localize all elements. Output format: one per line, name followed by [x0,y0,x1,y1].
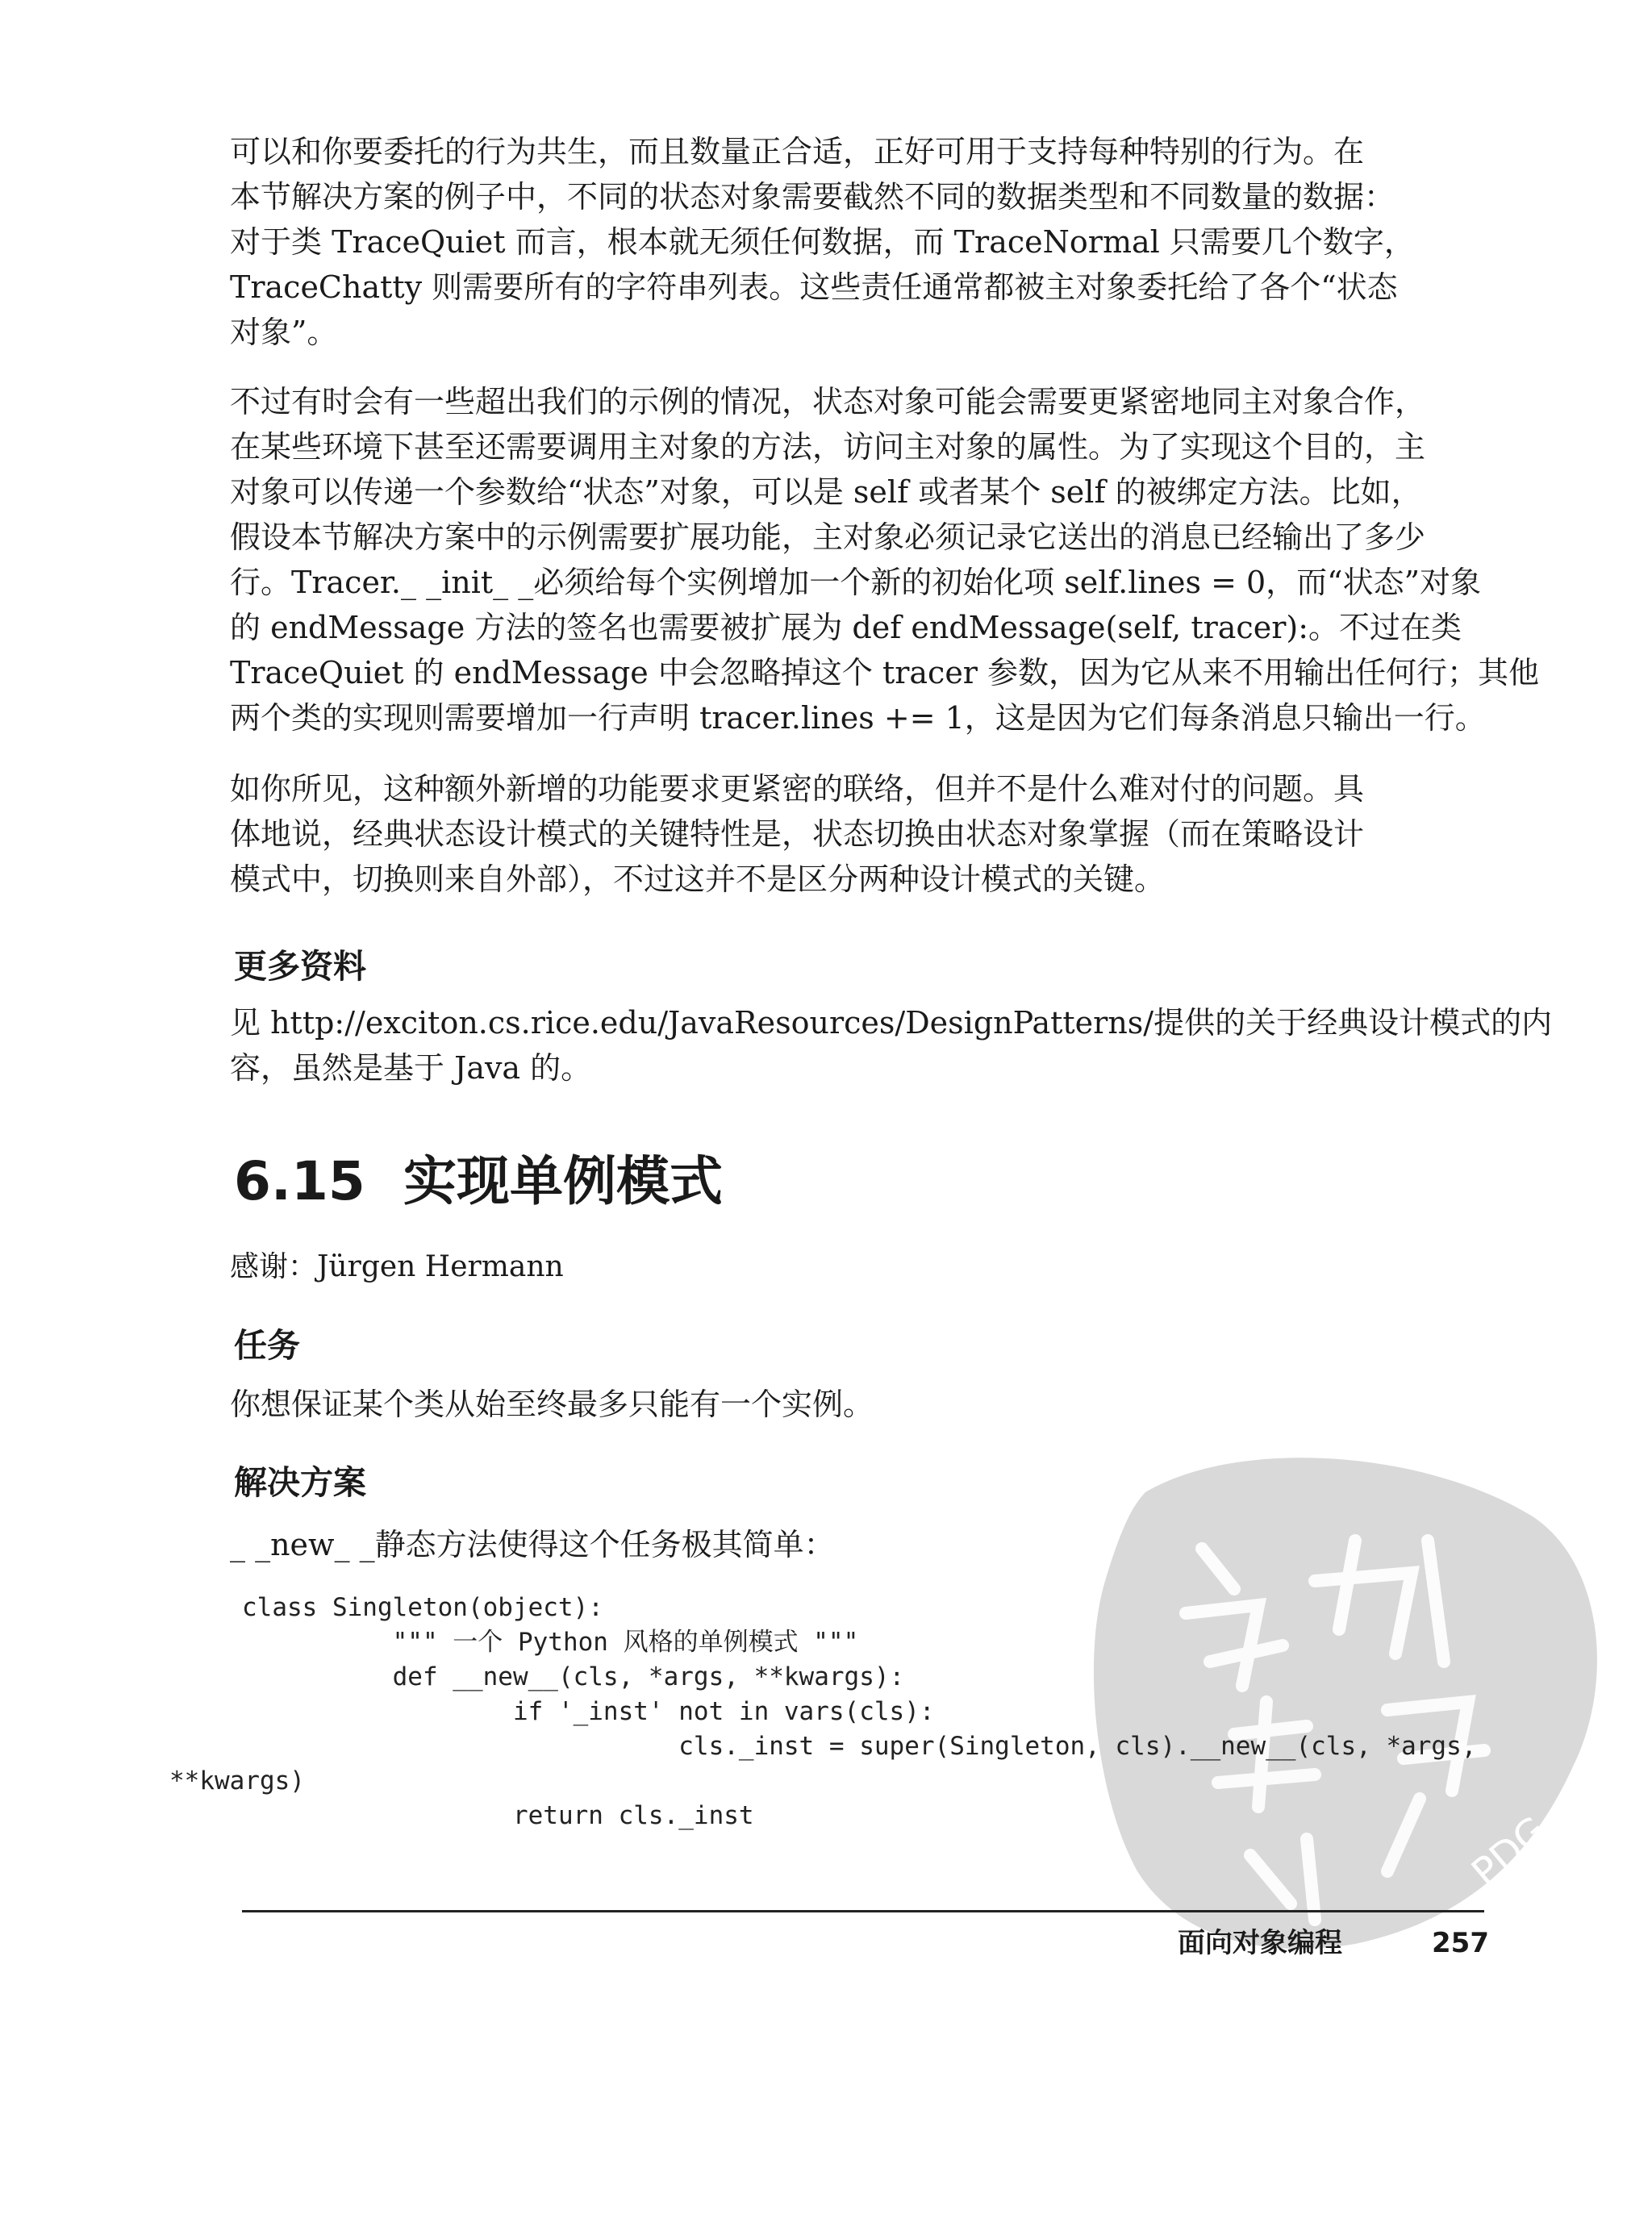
code-line: cls._inst = super(Singleton, cls).__new__(cls, *args, [678,1732,1477,1761]
heading-task: 任务 [234,1326,300,1365]
code-line [242,1628,393,1657]
text-line: TraceChatty 则需要所有的字符串列表。这些责任通常都被主对象委托给了各个“状态 [230,269,1398,305]
paragraph-more-info [230,1000,1553,1091]
text-line: 本节解决方案的例子中，不同的状态对象需要截然不同的数据类型和不同数量的数据： [230,179,1395,215]
code-line [242,1732,678,1761]
page-number: 257 [1432,1927,1489,1959]
code-line: return cls._inst [512,1801,754,1830]
text-line: 对象”。 [230,315,338,350]
chapter-title-text: 实现单例模式 [403,1150,723,1212]
text-line: 不过有时会有一些超出我们的示例的情况，状态对象可能会需要更紧密地同主对象合作， [230,384,1426,419]
text-line: 假设本节解决方案中的示例需要扩展功能，主对象必须记录它送出的消息已经输出了多少 [230,519,1426,555]
chapter-title [234,1149,723,1214]
code-line: def __new__(cls, *args, **kwargs): [392,1662,905,1691]
text-line: 两个类的实现则需要增加一行声明 tracer.lines += 1，这是因为它们每条消息只输出一行。 [230,700,1486,736]
heading-more-info: 更多资料 [234,947,366,986]
chapter-number: 6.15 [234,1150,365,1212]
text-line: 体地说，经典状态设计模式的关键特性是，状态切换由状态对象掌握（而在策略设计 [230,816,1365,852]
credit-line: 感谢：Jürgen Hermann [230,1250,564,1283]
paragraph-pattern-comparison [230,766,1472,902]
text-line: 行。Tracer._ _init_ _必须给每个实例增加一个新的初始化项 self.lines = 0，而“状态”对象 [230,565,1482,600]
text-line: 容，虽然是基于 Java 的。 [230,1050,592,1086]
code-block [169,1591,1477,1833]
text-line: 在某些环境下甚至还需要调用主对象的方法，访问主对象的属性。为了实现这个目的，主 [230,429,1426,465]
heading-solution: 解决方案 [234,1463,366,1502]
text-line: TraceQuiet 的 endMessage 中会忽略掉这个 tracer 参数，因为它从来不用输出任何行；其他 [230,655,1540,690]
text-line: 的 endMessage 方法的签名也需要被扩展为 def endMessage(self, tracer):。不过在类 [230,610,1462,645]
text-line: 模式中，切换则来自外部），不过这并不是区分两种设计模式的关键。 [230,861,1166,897]
footer-rule [242,1910,1484,1912]
footer-section-name: 面向对象编程 [1178,1927,1342,1959]
text-line: 见 http://exciton.cs.rice.edu/JavaResources/DesignPatterns/提供的关于经典设计模式的内 [230,1005,1553,1041]
code-line: class Singleton(object): [242,1593,603,1622]
text-line: 对象可以传递一个参数给“状态”对象，可以是 self 或者某个 self 的被绑定方法。比如， [230,474,1422,510]
text-line: 对于类 TraceQuiet 而言，根本就无须任何数据，而 TraceNormal 只需要几个数字， [230,224,1415,260]
code-line: if '_inst' not in vars(cls): [512,1697,935,1726]
code-line [242,1697,513,1726]
task-text: 你想保证某个类从始至终最多只能有一个实例。 [230,1387,874,1422]
paragraph-delegation [230,129,1472,355]
text-line: 可以和你要委托的行为共生，而且数量正合适，正好可用于支持每种特别的行为。在 [230,134,1365,169]
code-line-wrap: **kwargs) [169,1766,305,1796]
code-line [242,1662,393,1691]
solution-intro: _ _new_ _静态方法使得这个任务极其简单： [230,1527,835,1562]
paragraph-state-cooperation [230,379,1540,740]
code-line [242,1801,513,1830]
watermark-label: PDG [1462,1808,1556,1896]
text-line: 如你所见，这种额外新增的功能要求更紧密的联络，但并不是什么难对付的问题。具 [230,771,1365,807]
code-line: """ 一个 Python 风格的单例模式 """ [392,1628,859,1657]
